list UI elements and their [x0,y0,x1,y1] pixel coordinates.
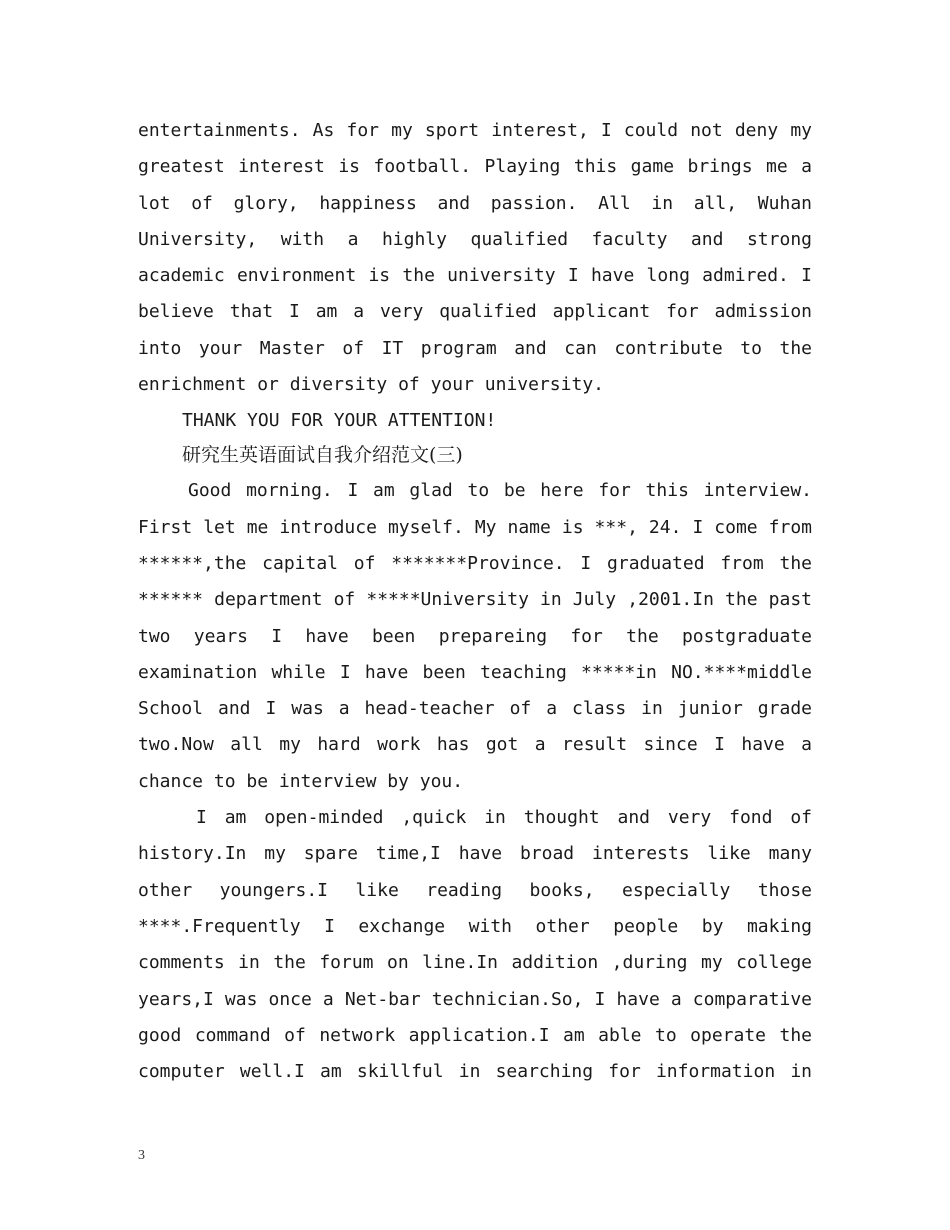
paragraph-line: greatest interest is football. Playing this game brings me a [138,156,812,178]
paragraph-line: academic environment is the university I have long admired. I [138,265,812,287]
paragraph-line: enrichment or diversity of your university. [138,374,604,396]
paragraph-line: ****** department of *****University in July ,2001.In the past [138,589,812,611]
paragraph-line: lot of glory, happiness and passion. All in all, Wuhan [138,192,812,214]
paragraph-line: comments in the forum on line.In addition ,during my college [138,952,812,974]
paragraph-line: ****.Frequently I exchange with other people by making [138,915,812,937]
paragraph-line: I am open-minded ,quick in thought and very fond of [196,807,812,829]
paragraph-line: history.In my spare time,I have broad interests like many [138,843,812,865]
page-number: 3 [138,1148,145,1163]
paragraph-line: entertainments. As for my sport interest, I could not deny my [138,120,812,141]
paragraph-line: into your Master of IT program and can contribute to the [138,337,812,359]
body-text [138,113,812,1090]
paragraph-line: First let me introduce myself. My name is ***, 24. I come from [138,516,812,538]
paragraph-line: good command of network application.I am able to operate the [138,1024,812,1046]
paragraph-line: believe that I am a very qualified applicant for admission [138,301,812,323]
paragraph-line: other youngers.I like reading books, especially those [138,879,812,901]
paragraph-line: two.Now all my hard work has got a result since I have a [138,734,812,756]
paragraph-line: Good morning. I am glad to be here for this interview. [188,480,812,502]
thank-you-line: THANK YOU FOR YOUR ATTENTION! [182,410,497,432]
paragraph-line: School and I was a head-teacher of a class in junior grade [138,698,812,720]
paragraph-3 [138,800,812,1090]
paragraph-2 [138,473,812,800]
paragraph-line: ******,the capital of *******Province. I graduated from the [138,552,812,574]
paragraph-line: two years I have been prepareing for the postgraduate [138,625,812,647]
paragraph-line: University, with a highly qualified faculty and strong [138,228,812,250]
section-heading: 研究生英语面试自我介绍范文(三) [182,444,463,467]
paragraph-1 [138,113,812,403]
paragraph-line: years,I was once a Net-bar technician.So, I have a comparative [138,988,812,1010]
paragraph-line: chance to be interview by you. [138,770,464,792]
paragraph-line: computer well.I am skillful in searching for information in [138,1061,812,1083]
paragraph-line: examination while I have been teaching *****in NO.****middle [138,661,812,683]
